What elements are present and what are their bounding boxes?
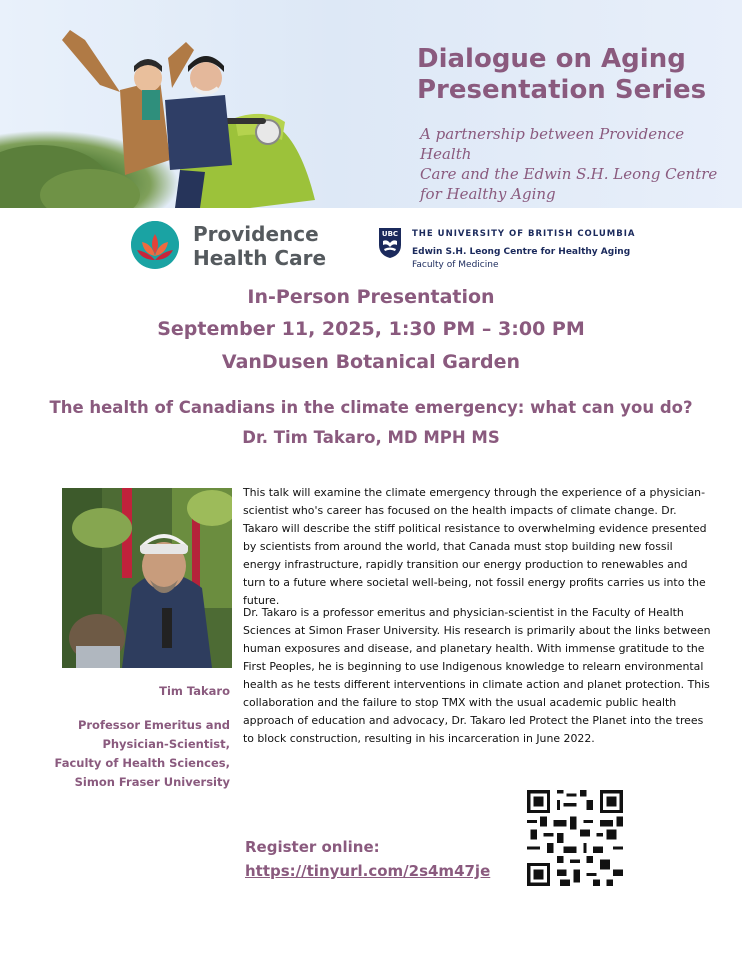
event-format: In-Person Presentation	[247, 286, 495, 308]
ubc-university-name: THE UNIVERSITY OF BRITISH COLUMBIA	[412, 229, 636, 239]
banner-photo-couple-on-scooter	[0, 0, 420, 208]
partnership-subtitle	[420, 124, 720, 204]
lotus-logo-icon	[130, 220, 180, 270]
subtitle-line-2: Care and the Edwin S.H. Leong Centre	[420, 165, 718, 183]
speaker-caption-title	[30, 716, 230, 792]
talk-title: The health of Canadians in the climate emergency: what can you do?	[49, 398, 693, 417]
speaker-photo	[62, 488, 232, 668]
providence-health-care-wordmark	[193, 222, 326, 270]
event-venue: VanDusen Botanical Garden	[221, 351, 521, 373]
ubc-faculty-name: Faculty of Medicine	[412, 260, 499, 270]
caption-title-line-4: Simon Fraser University	[74, 775, 230, 789]
register-link[interactable]: https://tinyurl.com/2s4m47je	[245, 862, 491, 880]
speaker-bio: Dr. Takaro is a professor emeritus and physician-scientist in the Faculty of Health Sciences at Simon Fraser University. His research is primarily about the links between human exposures and disease, and planetary health. With immense gratitude to the First Peoples, he is beginning to use Indigenous knowledge to relearn environmental health as he tests different interventions in climate action and planet protection. This collaboration and the failure to stop TMX with the usual academic public health approach of education and advocacy, Dr. Takaro led Protect the Planet into the trees to block construction, resulting in his incarceration in June 2022.	[243, 606, 711, 745]
subtitle-line-3: for Healthy Aging	[420, 185, 556, 203]
series-title	[417, 44, 727, 106]
ubc-wordmark	[412, 228, 635, 272]
ubc-centre-name: Edwin S.H. Leong Centre for Healthy Aging	[412, 247, 631, 257]
ubc-crest-icon	[378, 227, 402, 259]
qr-code-icon[interactable]	[527, 790, 623, 886]
caption-title-line-3: Faculty of Health Sciences,	[54, 756, 230, 770]
providence-line-2: Health Care	[193, 246, 327, 270]
register-label: Register online:	[245, 838, 380, 856]
series-title-line-2: Presentation Series	[417, 75, 707, 105]
providence-line-1: Providence	[193, 222, 319, 246]
speaker-name: Dr. Tim Takaro, MD MPH MS	[242, 428, 500, 447]
speaker-caption-name: Tim Takaro	[159, 684, 230, 698]
series-title-line-1: Dialogue on Aging	[417, 44, 686, 74]
caption-title-line-1: Professor Emeritus and	[77, 718, 230, 732]
subtitle-line-1: A partnership between Providence Health	[420, 125, 685, 163]
talk-description: This talk will examine the climate emergency through the experience of a physician-scientist who's career has focused on the health impacts of climate change. Dr. Takaro will describe the stiff political resistance to overwhelming evidence presented by scientists from around the world, that Canada must stop building new fossil energy infrastructure, rapidly transition our energy production to renewables and turn to a future where societal well-being, not fossil energy profits carries us into the future.	[243, 486, 707, 607]
ubc-crest-letters: UBC	[381, 230, 399, 238]
header-banner	[0, 0, 742, 208]
caption-title-line-2: Physician-Scientist,	[102, 737, 230, 751]
event-datetime: September 11, 2025, 1:30 PM – 3:00 PM	[157, 318, 585, 340]
